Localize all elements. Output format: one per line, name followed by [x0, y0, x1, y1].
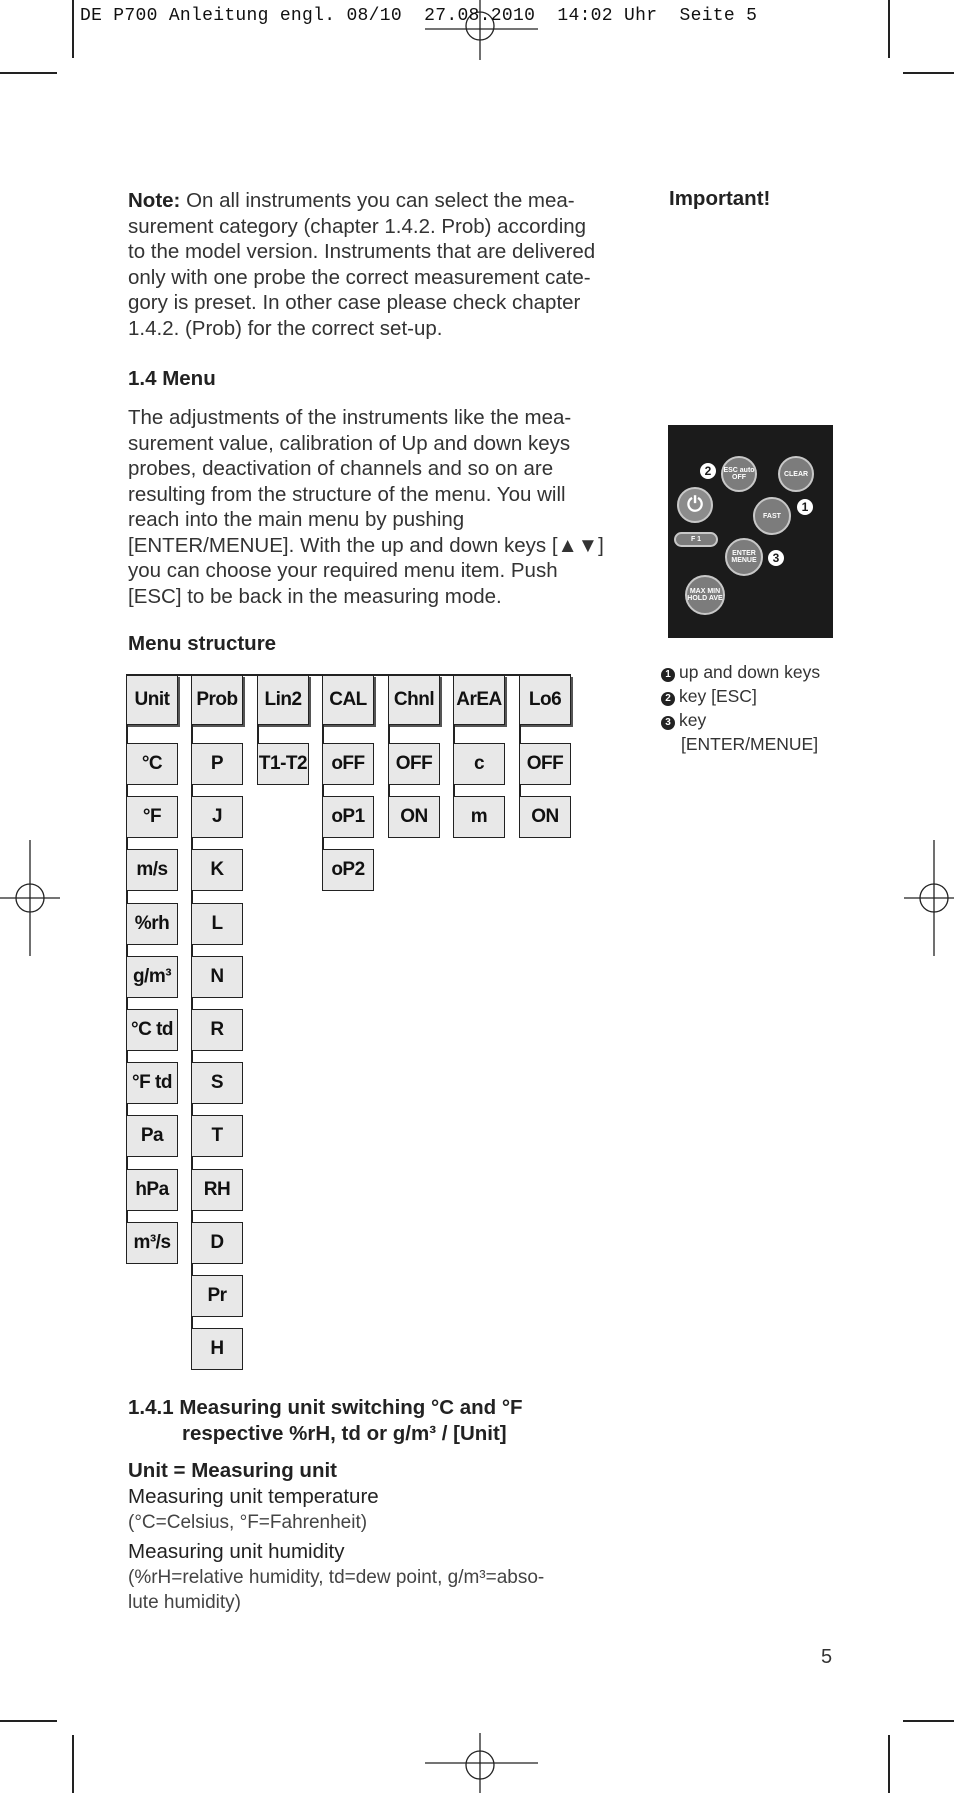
- humidity-unit-desc: lute humidity): [128, 1592, 241, 1613]
- menu-item: R: [191, 1009, 243, 1051]
- menu-line: surement value, calibration of Up and down keys: [128, 431, 571, 455]
- menu-header-chnl: Chnl: [388, 675, 440, 725]
- clear-button-icon: CLEAR: [778, 456, 814, 492]
- menu-item: H: [191, 1328, 243, 1370]
- menu-item: L: [191, 903, 243, 945]
- menu-header-lin2: Lin2: [257, 675, 309, 725]
- crop-mark: [903, 72, 954, 74]
- note-line: On all instruments you can select the mea-: [180, 189, 575, 212]
- humidity-unit-label: Measuring unit humidity: [128, 1540, 345, 1563]
- legend-item: 2 key [ESC]: [661, 684, 861, 708]
- note-paragraph: [128, 188, 648, 341]
- menu-connector-line: [126, 674, 571, 676]
- menu-item: °C: [126, 743, 178, 785]
- marker-3-icon: 3: [768, 550, 784, 566]
- menu-item: N: [191, 956, 243, 998]
- temp-unit-desc: (°C=Celsius, °F=Fahrenheit): [128, 1512, 368, 1533]
- crop-mark: [0, 1720, 57, 1722]
- menu-line: probes, deactivation of channels and so on are: [128, 457, 554, 480]
- note-line: gory is preset. In other case please check chapter: [128, 291, 581, 314]
- power-button-icon: ⏻: [677, 487, 713, 523]
- marker-1-icon: 1: [797, 499, 813, 515]
- esc-button-icon: ESC auto OFF: [721, 456, 757, 492]
- menu-item: °C td: [126, 1009, 178, 1051]
- unit-definition-block: [128, 1458, 648, 1615]
- crop-mark: [72, 0, 74, 58]
- menu-item: D: [191, 1222, 243, 1264]
- menu-item: RH: [191, 1169, 243, 1211]
- menu-item: S: [191, 1062, 243, 1104]
- device-legend: [661, 660, 861, 756]
- menu-item: T: [191, 1115, 243, 1157]
- legend-item: 1 up and down keys: [661, 660, 861, 684]
- crop-mark: [888, 0, 890, 58]
- registration-mark-icon: [420, 1733, 540, 1793]
- menu-item: oP1: [322, 796, 374, 838]
- menu-item: OFF: [388, 743, 440, 785]
- menu-line: [ESC] to be back in the measuring mode.: [128, 584, 502, 608]
- menu-line: resulting from the structure of the menu. You will: [128, 482, 566, 506]
- important-label: Important!: [669, 187, 771, 210]
- menu-item: OFF: [519, 743, 571, 785]
- menu-item: Pa: [126, 1115, 178, 1157]
- menu-header-cal: CAL: [322, 675, 374, 725]
- note-line: only with one probe the correct measurement cate-: [128, 265, 591, 289]
- menu-item: m: [453, 796, 505, 838]
- menu-header-unit: Unit: [126, 675, 178, 725]
- note-line: 1.4.2. (Prob) for the correct set-up.: [128, 316, 443, 340]
- crop-mark: [903, 1720, 954, 1722]
- registration-mark-icon: [904, 838, 954, 958]
- menu-line: The adjustments of the instruments like the mea-: [128, 406, 572, 429]
- menu-item: °F: [126, 796, 178, 838]
- note-label: Note:: [128, 189, 181, 212]
- max-min-hold-button-icon: MAX MIN HOLD AVE: [685, 575, 725, 615]
- menu-item: K: [191, 849, 243, 891]
- menu-item: T1-T2: [257, 743, 309, 785]
- menu-item: Pr: [191, 1275, 243, 1317]
- menu-line: you can choose your required menu item. Push: [128, 559, 558, 582]
- menu-item: ON: [519, 796, 571, 838]
- menu-item: J: [191, 796, 243, 838]
- menu-header-prob: Prob: [191, 675, 243, 725]
- unit-definition: Unit = Measuring unit: [128, 1459, 337, 1482]
- menu-paragraph: [128, 405, 653, 609]
- f1-button-icon: F 1: [674, 532, 718, 547]
- fast-button-icon: FAST: [753, 497, 791, 535]
- note-line: to the model version. Instruments that are delivered: [128, 240, 596, 263]
- legend-item: 3 key: [661, 708, 861, 732]
- page-number: 5: [821, 1646, 833, 1668]
- menu-item: ON: [388, 796, 440, 838]
- menu-structure-diagram: [126, 675, 576, 1370]
- menu-item: g/m³: [126, 956, 178, 998]
- section-heading-menu: 1.4 Menu: [128, 367, 216, 390]
- menu-item: oFF: [322, 743, 374, 785]
- enter-menue-button-icon: ENTER MENUE: [725, 538, 763, 576]
- legend-item-cont: [ENTER/MENUE]: [681, 734, 819, 754]
- menu-item: °F td: [126, 1062, 178, 1104]
- crop-mark: [72, 1735, 74, 1793]
- device-keypad-image: [668, 425, 833, 638]
- marker-2-icon: 2: [700, 463, 716, 479]
- menu-item: hPa: [126, 1169, 178, 1211]
- temp-unit-label: Measuring unit temperature: [128, 1485, 379, 1508]
- menu-line: reach into the main menu by pushing: [128, 508, 465, 531]
- humidity-unit-desc: (%rH=relative humidity, td=dew point, g/m³=abso-: [128, 1567, 545, 1588]
- crop-mark: [888, 1735, 890, 1793]
- crop-mark: [0, 72, 57, 74]
- menu-header-area: ArEA: [453, 675, 505, 725]
- menu-item: c: [453, 743, 505, 785]
- menu-item: oP2: [322, 849, 374, 891]
- menu-item: P: [191, 743, 243, 785]
- registration-mark-icon: [0, 838, 60, 958]
- menu-item: m/s: [126, 849, 178, 891]
- note-line: surement category (chapter 1.4.2. Prob) according: [128, 214, 587, 238]
- section-heading-141: 1.4.1 Measuring unit switching °C and °F respective %rH, td or g/m³ / [Unit]: [128, 1396, 523, 1445]
- menu-line: [ENTER/MENUE]. With the up and down keys [▲▼]: [128, 533, 604, 557]
- menu-structure-heading: Menu structure: [128, 632, 277, 655]
- menu-header-lo6: Lo6: [519, 675, 571, 725]
- menu-item: %rh: [126, 903, 178, 945]
- print-slug-header: DE P700 Anleitung engl. 08/10 27.08.2010 14:02 Uhr Seite 5: [80, 6, 758, 26]
- menu-item: m³/s: [126, 1222, 178, 1264]
